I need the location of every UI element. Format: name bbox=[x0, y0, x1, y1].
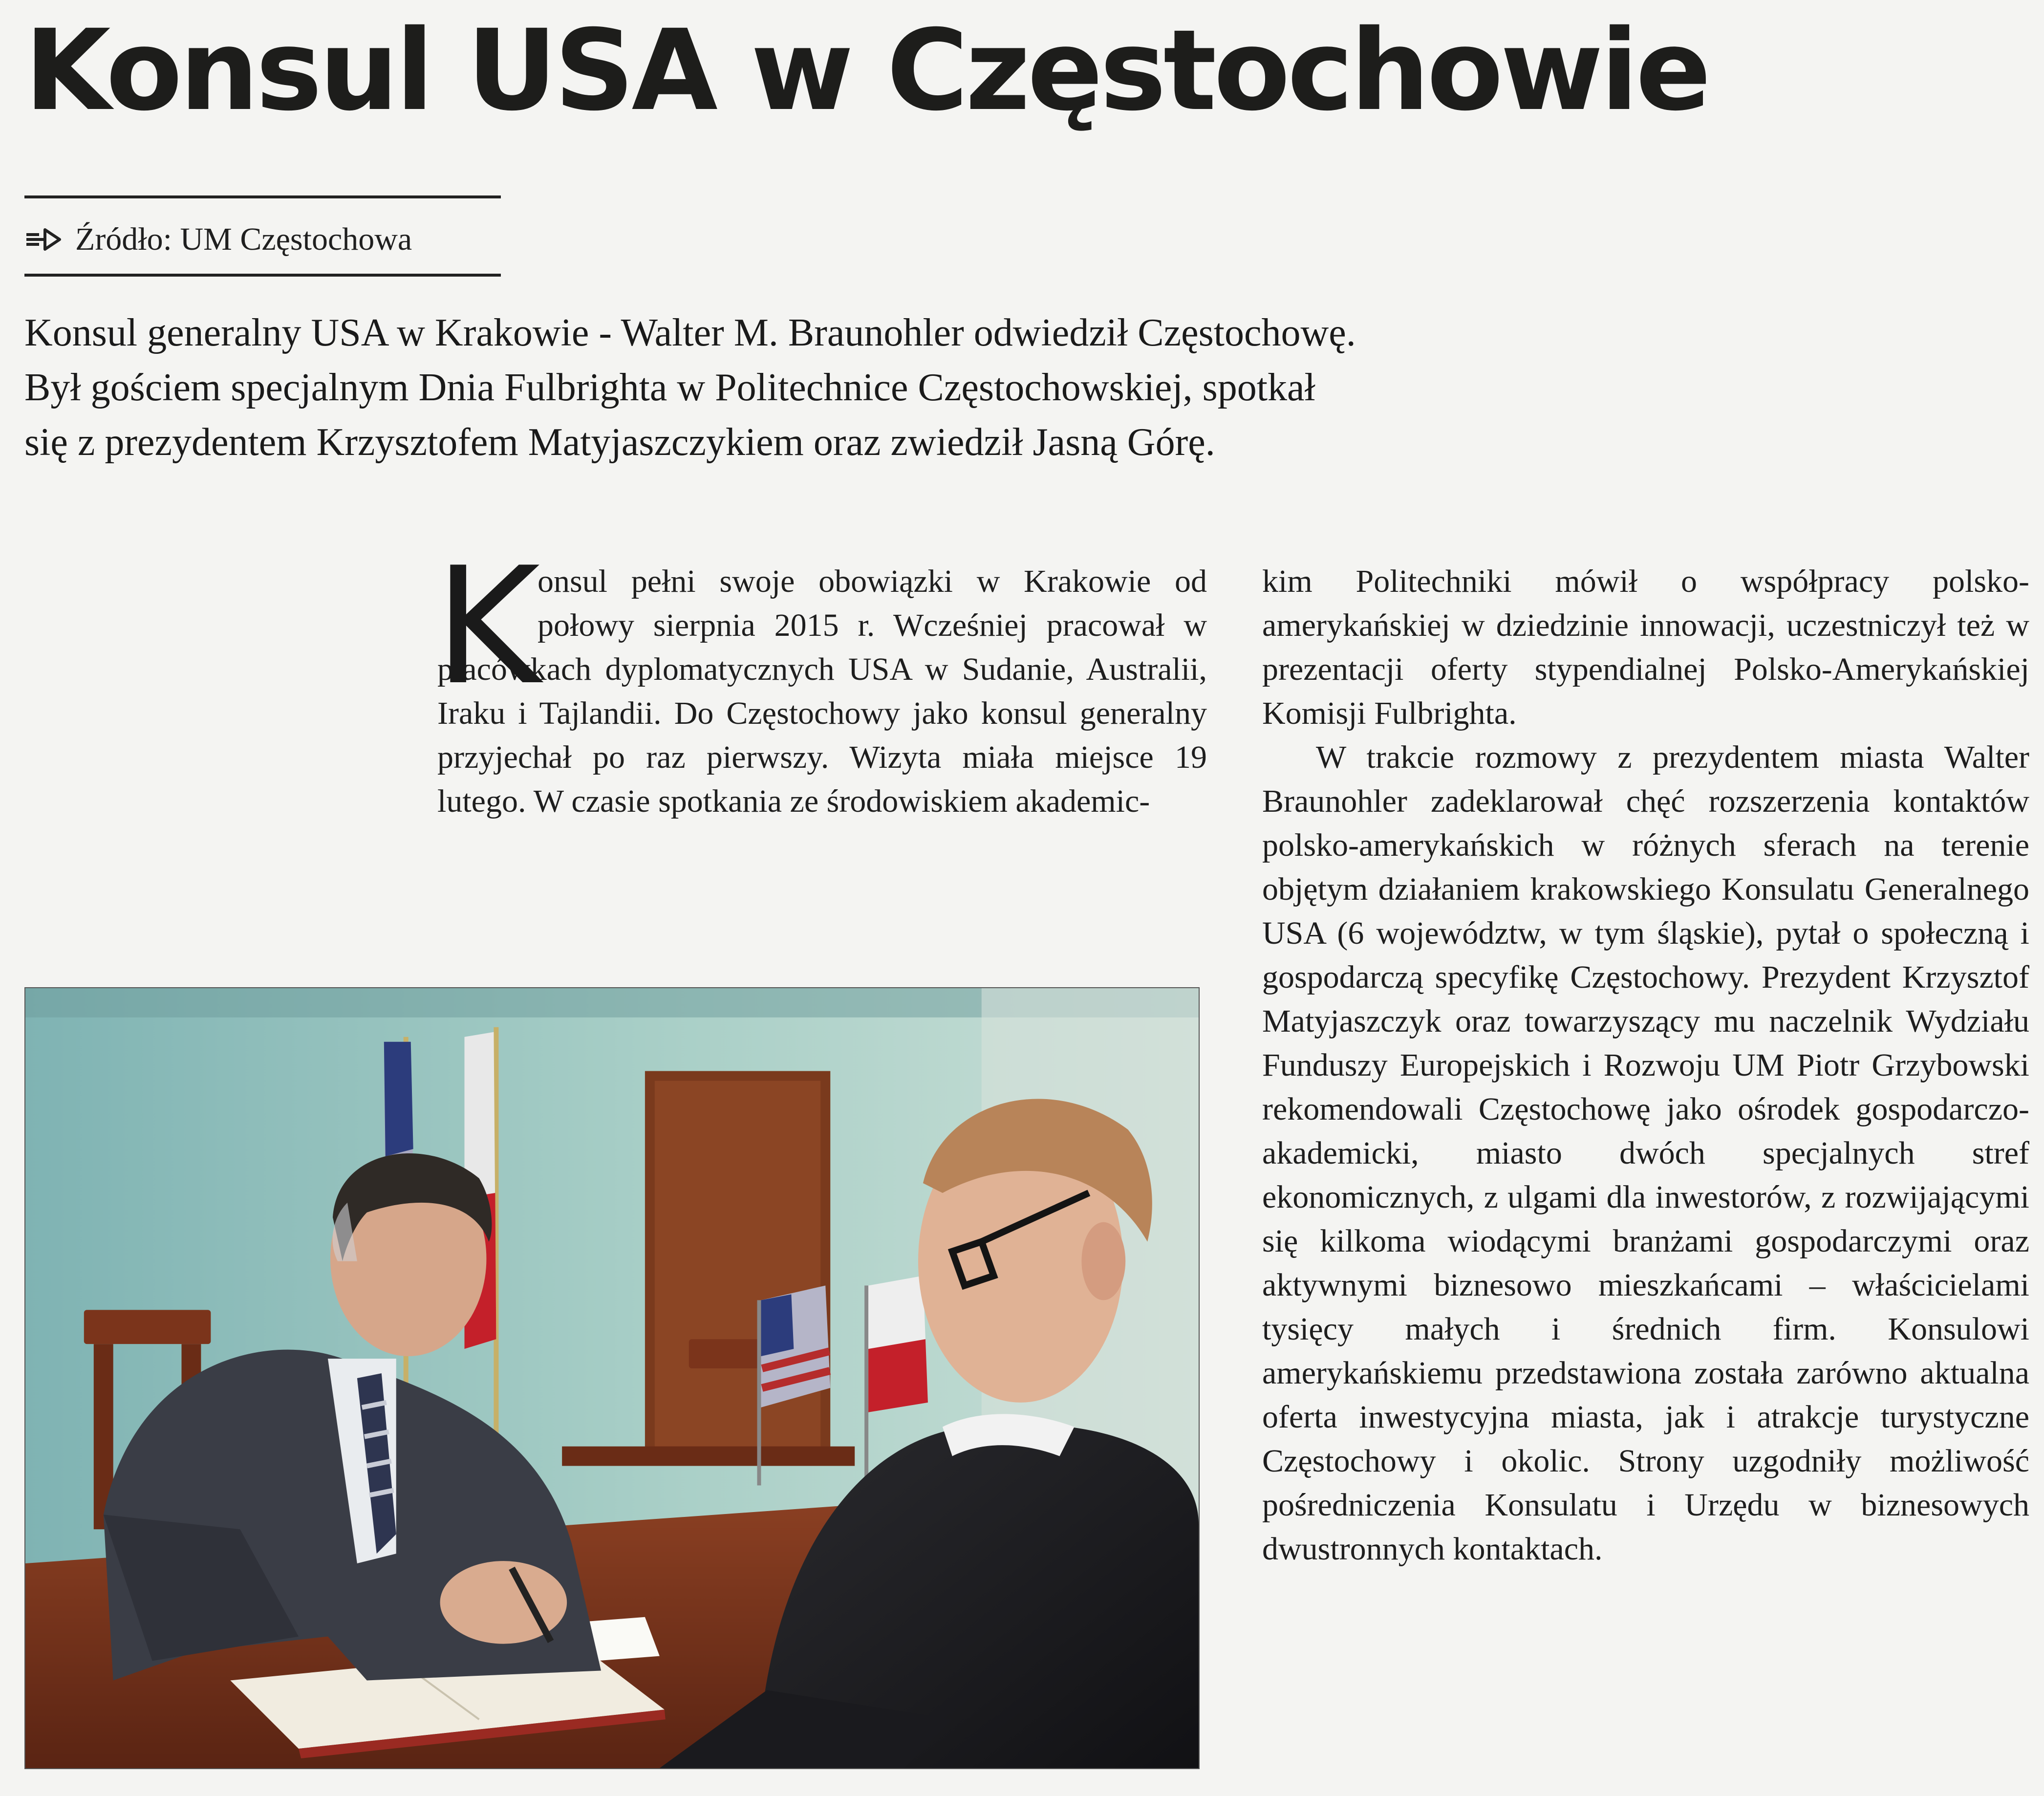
drop-cap: K bbox=[434, 533, 540, 720]
column-1-text: onsul pełni swoje obowiązki w Krakowie od połowy sierpnia 2015 r. Wcześniej pracował w placówkach dyplomatycznych USA w Sudanie, Australii, Iraku i Tajlandii. Do Częstochowy jako konsul generalny przyjechał po raz pierwszy. Wizyta miała miejsce 19 lutego. W czasie spotkania ze środowiskiem akademic- bbox=[437, 563, 1207, 819]
arrow-right-icon bbox=[24, 226, 64, 253]
article-column-2 bbox=[1262, 560, 2029, 1571]
source-line bbox=[24, 215, 412, 264]
lead-line: Był gościem specjalnym Dnia Fulbrighta w Politechnice Częstochowskiej, spotkał bbox=[24, 366, 1315, 409]
article-column-1 bbox=[434, 533, 1207, 823]
consul-signing-photo bbox=[25, 988, 1199, 1768]
lead-line: Konsul generalny USA w Krakowie - Walter M. Braunohler odwiedził Częstochowę. bbox=[24, 311, 1356, 354]
column-2-paragraph-1: kim Politechniki mówił o współpracy polsko-amerykańskiej w dziedzinie innowacji, uczestniczył też w prezentacji oferty stypendialnej Polsko-Amerykańskiej Komisji Fulbrighta. bbox=[1262, 563, 2029, 731]
lead-paragraph bbox=[24, 305, 1725, 470]
lead-line: się z prezydentem Krzysztofem Matyjaszczykiem oraz zwiedził Jasną Górę. bbox=[24, 421, 1215, 464]
column-2-paragraph-2: W trakcie rozmowy z prezydentem miasta Walter Braunohler zadeklarował chęć rozszerzenia kontaktów polsko-amerykańskich w różnych sferach na terenie objętym działaniem krakowskiego Konsulatu Generalnego USA (6 województw, w tym śląskie), pytał o społeczną i gospodarczą specyfikę Częstochowy. Prezydent Krzysztof Matyjaszczyk oraz towarzyszący mu naczelnik Wydziału Funduszy Europejskich i Rozwoju UM Piotr Grzybowski rekomendowali Częstochowę jako ośrodek gospodarczo-akademicki, miasto dwóch specjalnych stref ekonomicznych, z ulgami dla inwestorów, z rozwijającymi się kilkoma wiodącymi branżami gospodarczymi oraz aktywnymi biznesowo mieszkańcami – właścicielami tysięcy małych i średnich firm. Konsulowi amerykańskiemu przedstawiona została zarówno aktualna oferta inwestycyjna miasta, jak i atrakcje turystyczne Częstochowy i okolic. Strony uzgodniły możliwość pośredniczenia Konsulatu i Urzędu w biznesowych dwustronnych kontaktach. bbox=[1262, 739, 2029, 1567]
article-photo bbox=[24, 987, 1200, 1769]
source-label: Źródło: UM Częstochowa bbox=[75, 221, 412, 257]
divider-bottom bbox=[24, 274, 501, 277]
source-credit bbox=[24, 195, 503, 279]
page-title: Konsul USA w Częstochowie bbox=[24, 5, 1708, 135]
divider-top bbox=[24, 195, 501, 198]
column-1-paragraph bbox=[437, 560, 1207, 823]
